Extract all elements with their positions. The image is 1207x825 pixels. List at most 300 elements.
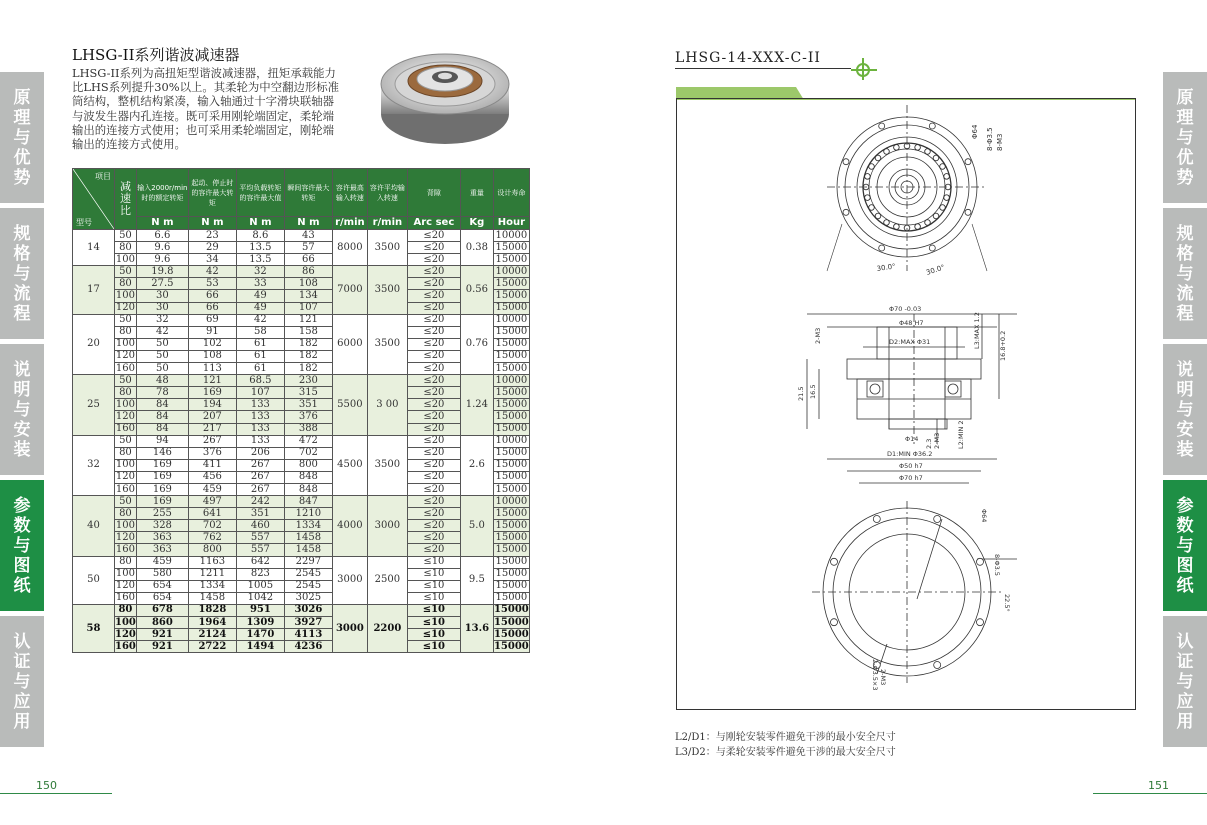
- start-stop-cell: 29: [188, 242, 236, 254]
- avg-load-cell: 133: [236, 423, 284, 435]
- unit-cell: Hour: [493, 217, 529, 230]
- backlash-cell: ≤20: [407, 423, 460, 435]
- side-d70: Φ70 -0.03: [889, 305, 922, 313]
- life-cell: 15000: [493, 556, 529, 568]
- start-stop-cell: 456: [188, 471, 236, 483]
- weight-cell: 2.6: [460, 435, 493, 495]
- model-group: [73, 230, 530, 266]
- life-cell: 10000: [493, 435, 529, 447]
- life-cell: 15000: [493, 508, 529, 520]
- intro-line: 输出的连接方式使用。: [72, 137, 186, 152]
- model-cell: 17: [73, 266, 115, 314]
- tab-principle[interactable]: 原理与优势: [0, 72, 44, 203]
- instant-cell: 158: [284, 326, 332, 338]
- model-group: [73, 266, 530, 314]
- bolt-hole: [934, 662, 941, 669]
- drawing-notes: [675, 730, 896, 760]
- rated-torque-cell: 654: [136, 592, 188, 604]
- table-row: [73, 266, 530, 278]
- ratio-cell: 100: [115, 338, 135, 350]
- intro-paragraph: [72, 66, 348, 151]
- rated-torque-cell: 580: [136, 568, 188, 580]
- right-page-number: 151: [1148, 779, 1169, 792]
- max-speed-cell: 4500: [332, 435, 367, 495]
- rated-torque-cell: 19.8: [136, 266, 188, 278]
- avg-load-cell: 642: [236, 556, 284, 568]
- tab-install-right[interactable]: 说明与安装: [1163, 344, 1207, 475]
- bolt-hole: [843, 209, 849, 215]
- rated-torque-cell: 169: [136, 471, 188, 483]
- left-section-tabs: [0, 72, 44, 752]
- start-stop-cell: 497: [188, 496, 236, 508]
- diag-top-label: 项目: [95, 172, 111, 181]
- avg-load-cell: 557: [236, 532, 284, 544]
- tab-principle-right[interactable]: 原理与优势: [1163, 72, 1207, 203]
- start-stop-cell: 121: [188, 375, 236, 387]
- avg-load-cell: 49: [236, 302, 284, 314]
- backlash-cell: ≤10: [407, 592, 460, 604]
- avg-load-cell: 61: [236, 338, 284, 350]
- ratio-cell: 100: [115, 459, 135, 471]
- avg-load-cell: 557: [236, 544, 284, 556]
- backlash-cell: ≤20: [407, 411, 460, 423]
- left-page-number: 150: [36, 779, 57, 792]
- avg-speed-cell: 3000: [367, 496, 407, 556]
- ratio-cell: 120: [115, 302, 135, 314]
- ratio-cell: 80: [115, 508, 137, 520]
- instant-cell: 182: [284, 338, 332, 350]
- start-stop-cell: 2124: [188, 629, 236, 641]
- bolt-hole: [929, 123, 935, 129]
- rated-torque-cell: 9.6: [136, 242, 188, 254]
- ratio-cell: 100: [115, 253, 135, 265]
- backlash-cell: ≤20: [407, 350, 460, 362]
- avg-speed-cell: 3500: [367, 266, 407, 314]
- instant-cell: 388: [284, 423, 332, 435]
- intro-line: 与波发生器内孔连接。既可采用刚轮端固定，柔轮端: [72, 108, 334, 123]
- top-holes-label-2: 8-M3: [996, 133, 1004, 151]
- bearing-ball: [940, 164, 946, 170]
- instant-cell: 4236: [284, 641, 332, 653]
- ratio-cell: 100: [115, 519, 135, 531]
- life-cell: 15000: [493, 459, 529, 471]
- bearing-ball: [944, 174, 950, 180]
- start-stop-cell: 411: [188, 459, 236, 471]
- max-speed-cell: 5500: [332, 375, 367, 435]
- side-l3: L3:MAX 1.2: [973, 312, 981, 349]
- bearing-ball: [894, 145, 900, 151]
- rated-torque-cell: 363: [136, 544, 188, 556]
- ratio-cell: 160: [115, 640, 136, 652]
- max-speed-cell: 3000: [332, 556, 367, 604]
- rated-torque-cell: 94: [136, 435, 188, 447]
- bearing-ball: [933, 155, 939, 161]
- tab-specs-right[interactable]: 规格与流程: [1163, 208, 1207, 339]
- rated-torque-cell: 27.5: [136, 278, 188, 290]
- spec-table: [72, 168, 530, 653]
- backlash-cell: ≤20: [407, 290, 460, 302]
- bot-m2: 2-M3: [879, 669, 887, 686]
- life-cell: 15000: [493, 363, 529, 375]
- side-total: 16.8+0.2: [999, 330, 1007, 361]
- rated-torque-cell: 84: [136, 399, 188, 411]
- ratio-cell: 160: [115, 592, 135, 604]
- backlash-cell: ≤20: [407, 483, 460, 495]
- life-cell: 15000: [493, 604, 529, 616]
- avg-load-cell: 68.5: [236, 375, 284, 387]
- avg-load-cell: 133: [236, 399, 284, 411]
- avg-speed-cell: 3500: [367, 435, 407, 495]
- unit-cell: N m: [188, 217, 236, 230]
- avg-load-cell: 13.5: [236, 254, 284, 266]
- ratio-cell: 100: [115, 568, 135, 580]
- right-footer-line: [1093, 793, 1207, 794]
- max-speed-cell: 7000: [332, 266, 367, 314]
- rated-torque-cell: 654: [136, 580, 188, 592]
- avg-load-cell: 1042: [236, 592, 284, 604]
- side-d2: D2:MAX Φ31: [889, 338, 931, 346]
- bolt-hole: [831, 558, 838, 565]
- ratio-cell: 120: [115, 410, 135, 422]
- bolt-hole: [934, 516, 941, 523]
- ratio-cell: 50: [115, 496, 137, 508]
- backlash-cell: ≤20: [407, 447, 460, 459]
- backlash-cell: ≤20: [407, 338, 460, 350]
- start-stop-cell: 108: [188, 350, 236, 362]
- model-group: [73, 314, 530, 374]
- rated-torque-cell: 30: [136, 302, 188, 314]
- instant-cell: 182: [284, 363, 332, 375]
- top-dim-label: Φ64: [971, 124, 979, 139]
- avg-load-cell: 1494: [236, 641, 284, 653]
- bolt-hole: [873, 516, 880, 523]
- start-stop-cell: 53: [188, 278, 236, 290]
- model-group: [73, 556, 530, 604]
- instant-cell: 134: [284, 290, 332, 302]
- instant-cell: 1334: [284, 520, 332, 532]
- drawing-frame: [676, 98, 1136, 710]
- ratio-cell: 120: [115, 471, 135, 483]
- start-stop-cell: 702: [188, 520, 236, 532]
- backlash-cell: ≤20: [407, 399, 460, 411]
- instant-cell: 702: [284, 447, 332, 459]
- start-stop-cell: 34: [188, 254, 236, 266]
- model-group: [73, 375, 530, 435]
- rated-torque-cell: 30: [136, 290, 188, 302]
- bolt-hole: [965, 159, 971, 165]
- top-angle-1: 30.0°: [876, 262, 897, 273]
- backlash-cell: ≤10: [407, 568, 460, 580]
- life-header: 设计寿命: [493, 169, 529, 217]
- avg-speed-cell: 2200: [367, 604, 407, 652]
- start-stop-cell: 376: [188, 447, 236, 459]
- avg-load-cell: 1470: [236, 629, 284, 641]
- backlash-cell: ≤20: [407, 230, 460, 242]
- ratio-cell: 120: [115, 350, 135, 362]
- target-icon: [851, 58, 877, 80]
- start-stop-cell: 267: [188, 435, 236, 447]
- ratio-cell: 120: [115, 628, 136, 640]
- backlash-cell: ≤20: [407, 254, 460, 266]
- instant-cell: 230: [284, 375, 332, 387]
- max-speed-cell: 3000: [332, 604, 367, 652]
- model-group: [73, 496, 530, 556]
- backlash-cell: ≤20: [407, 363, 460, 375]
- table-row: [73, 556, 530, 568]
- side-h1: 16.5: [809, 384, 817, 399]
- life-cell: 15000: [493, 278, 529, 290]
- right-section-tabs: [1163, 72, 1207, 752]
- rated-torque-cell: 921: [136, 641, 188, 653]
- rated-torque-cell: 146: [136, 447, 188, 459]
- unit-cell: Kg: [460, 217, 493, 230]
- bearing-ball: [884, 220, 890, 226]
- unit-cell: N m: [136, 217, 188, 230]
- backlash-cell: ≤20: [407, 326, 460, 338]
- rated-torque-cell: 84: [136, 411, 188, 423]
- avg-load-cell: 13.5: [236, 242, 284, 254]
- tab-certification-right[interactable]: 认证与应用: [1163, 616, 1207, 747]
- bearing-ball: [894, 224, 900, 230]
- life-cell: 15000: [493, 483, 529, 495]
- instant-cell: 182: [284, 350, 332, 362]
- side-small1: 2.3: [925, 438, 933, 449]
- bot-holes: 8-Φ3.5: [993, 554, 1001, 576]
- instant-cell: 315: [284, 387, 332, 399]
- bearing-ball: [925, 220, 931, 226]
- rated-torque-cell: 6.6: [136, 230, 188, 242]
- start-stop-cell: 66: [188, 290, 236, 302]
- life-cell: 15000: [493, 302, 529, 314]
- backlash-cell: ≤10: [407, 629, 460, 641]
- instant-cell: 1458: [284, 532, 332, 544]
- rated-torque-cell: 50: [136, 363, 188, 375]
- bolt-hole: [843, 159, 849, 165]
- backlash-cell: ≤10: [407, 580, 460, 592]
- start-stop-cell: 459: [188, 483, 236, 495]
- start-stop-cell: 23: [188, 230, 236, 242]
- instant-cell: 2297: [284, 556, 332, 568]
- life-cell: 15000: [493, 568, 529, 580]
- start-stop-cell: 1163: [188, 556, 236, 568]
- intro-line: 比LHS系列提升30%以上。其柔轮为中空翻边形标准: [72, 80, 340, 95]
- note-line: L3/D2：与柔轮安装零件避免干涉的最大安全尺寸: [675, 747, 896, 758]
- bot-dim: 22.5°: [1003, 594, 1011, 612]
- top-angle-2: 30.0°: [925, 263, 946, 277]
- avg-load-cell: 460: [236, 520, 284, 532]
- avg-load-cell: 107: [236, 387, 284, 399]
- bearing-ball: [925, 149, 931, 155]
- backlash-cell: ≤20: [407, 544, 460, 556]
- start-stop-cell: 1828: [188, 604, 236, 616]
- unit-cell: N m: [236, 217, 284, 230]
- life-cell: 15000: [493, 520, 529, 532]
- life-cell: 15000: [493, 532, 529, 544]
- rated-torque-cell: 84: [136, 423, 188, 435]
- intro-line: 筒结构，整机结构紧凑，输入轴通过十字滑块联轴器: [72, 94, 334, 109]
- avg-load-cell: 242: [236, 496, 284, 508]
- table-row: [73, 230, 530, 242]
- tab-specs[interactable]: 规格与流程: [0, 208, 44, 339]
- bearing-ball: [933, 213, 939, 219]
- tab-certification[interactable]: 认证与应用: [0, 616, 44, 747]
- life-cell: 15000: [493, 616, 529, 628]
- backlash-cell: ≤20: [407, 278, 460, 290]
- life-cell: 15000: [493, 338, 529, 350]
- bearing-ball: [865, 195, 871, 201]
- avg-load-cell: 133: [236, 411, 284, 423]
- top-holes-label: 8-Φ3.5: [986, 127, 994, 151]
- tab-parameters[interactable]: 参数与图纸: [0, 480, 44, 611]
- life-cell: 15000: [493, 592, 529, 604]
- life-cell: 15000: [493, 471, 529, 483]
- avg-load-header: 平均负载转矩的容许最大值: [236, 169, 284, 217]
- rated-torque-cell: 860: [136, 617, 188, 629]
- start-stop-cell: 2722: [188, 641, 236, 653]
- side-2m3: 2-M3: [814, 327, 822, 344]
- ratio-cell: 80: [115, 387, 137, 399]
- model-group: [73, 604, 530, 652]
- life-cell: 10000: [493, 230, 529, 242]
- instant-cell: 2545: [284, 580, 332, 592]
- tab-install[interactable]: 说明与安装: [0, 344, 44, 475]
- avg-load-cell: 133: [236, 435, 284, 447]
- rated-torque-cell: 169: [136, 483, 188, 495]
- instant-cell: 472: [284, 435, 332, 447]
- backlash-cell: ≤10: [407, 641, 460, 653]
- bearing-ball: [944, 195, 950, 201]
- ratio-cell: 160: [115, 362, 135, 374]
- instant-cell: 57: [284, 242, 332, 254]
- weight-cell: 0.56: [460, 266, 493, 314]
- ratio-cell: 50: [115, 435, 137, 447]
- instant-cell: 108: [284, 278, 332, 290]
- bolt-hole: [879, 245, 885, 251]
- ratio-cell: 120: [115, 531, 135, 543]
- side-d1: D1:MIN Φ36.2: [887, 450, 933, 458]
- instant-cell: 107: [284, 302, 332, 314]
- weight-cell: 5.0: [460, 496, 493, 556]
- backlash-cell: ≤20: [407, 459, 460, 471]
- avg-load-cell: 42: [236, 314, 284, 326]
- max-speed-cell: 4000: [332, 496, 367, 556]
- rated-torque-cell: 169: [136, 496, 188, 508]
- max-speed-cell: 6000: [332, 314, 367, 374]
- bolt-hole: [977, 558, 984, 565]
- tab-parameters-right[interactable]: 参数与图纸: [1163, 480, 1207, 611]
- weight-cell: 0.76: [460, 314, 493, 374]
- rated-torque-cell: 32: [136, 314, 188, 326]
- diagonal-header-cell: [73, 169, 115, 230]
- unit-cell: N m: [284, 217, 332, 230]
- life-cell: 10000: [493, 314, 529, 326]
- instant-cell: 848: [284, 483, 332, 495]
- bolt-hole: [831, 619, 838, 626]
- left-footer-line: [0, 793, 112, 794]
- life-cell: 15000: [493, 423, 529, 435]
- reducer-photo: [378, 44, 512, 152]
- avg-speed-cell: 3500: [367, 230, 407, 266]
- backlash-cell: ≤20: [407, 314, 460, 326]
- unit-cell: r/min: [332, 217, 367, 230]
- life-cell: 15000: [493, 399, 529, 411]
- side-d48: Φ48 H7: [899, 319, 924, 327]
- side-d70b: Φ70 h7: [899, 474, 923, 482]
- intro-line: LHSG-II系列为高扭矩型谐波减速器，扭矩承载能力: [72, 66, 336, 80]
- start-stop-cell: 217: [188, 423, 236, 435]
- start-stop-cell: 66: [188, 302, 236, 314]
- backlash-cell: ≤20: [407, 471, 460, 483]
- ratio-cell: 160: [115, 483, 135, 495]
- bolt-hole: [929, 245, 935, 251]
- diag-bottom-label: 型号: [76, 218, 92, 227]
- side-d14: Φ14: [905, 435, 919, 443]
- table-row: [73, 496, 530, 508]
- rated-torque-cell: 328: [136, 520, 188, 532]
- rated-torque-cell: 48: [136, 375, 188, 387]
- table-row: [73, 375, 530, 387]
- ratio-cell: 100: [115, 398, 135, 410]
- rated-torque-cell: 50: [136, 338, 188, 350]
- avg-load-cell: 206: [236, 447, 284, 459]
- rated-torque-cell: 255: [136, 508, 188, 520]
- model-cell: 20: [73, 314, 115, 374]
- start-stop-cell: 91: [188, 326, 236, 338]
- life-cell: 15000: [493, 447, 529, 459]
- avg-load-cell: 8.6: [236, 230, 284, 242]
- start-stop-cell: 1211: [188, 568, 236, 580]
- rated-torque-header: 输入2000r/min时的额定转矩: [136, 169, 188, 217]
- bot-m: 2-Φ3.5×3: [871, 659, 879, 691]
- weight-cell: 13.6: [460, 604, 493, 652]
- weight-cell: 0.38: [460, 230, 493, 266]
- avg-load-cell: 351: [236, 508, 284, 520]
- instant-cell: 848: [284, 471, 332, 483]
- avg-speed-cell: 3500: [367, 314, 407, 374]
- title-underline: [675, 68, 851, 69]
- life-cell: 10000: [493, 496, 529, 508]
- instant-cell: 3927: [284, 617, 332, 629]
- start-stop-header: 起动、停止时的容许最大转矩: [188, 169, 236, 217]
- instant-cell: 2545: [284, 568, 332, 580]
- avg-speed-header: 容许平均输入转速: [367, 169, 407, 217]
- model-cell: 25: [73, 375, 115, 435]
- note-line: L2/D1：与刚轮安装零件避免干涉的最小安全尺寸: [675, 732, 896, 743]
- bearing-ball: [915, 224, 921, 230]
- max-speed-cell: 8000: [332, 230, 367, 266]
- backlash-header: 背隙: [407, 169, 460, 217]
- model-cell: 58: [73, 604, 115, 652]
- model-cell: 40: [73, 496, 115, 556]
- avg-load-cell: 267: [236, 471, 284, 483]
- table-row: [73, 604, 530, 616]
- avg-speed-cell: 2500: [367, 556, 407, 604]
- technical-drawing: [677, 99, 1135, 709]
- page-title: LHSG-II系列谐波减速器: [72, 46, 240, 64]
- ratio-cell: 80: [115, 604, 137, 616]
- instant-header: 瞬间容许最大转矩: [284, 169, 332, 217]
- start-stop-cell: 194: [188, 399, 236, 411]
- life-cell: 15000: [493, 290, 529, 302]
- start-stop-cell: 1964: [188, 617, 236, 629]
- backlash-cell: ≤20: [407, 508, 460, 520]
- life-cell: 10000: [493, 375, 529, 387]
- rated-torque-cell: 678: [136, 604, 188, 616]
- ratio-cell: 50: [115, 314, 137, 326]
- backlash-cell: ≤20: [407, 496, 460, 508]
- rated-torque-cell: 42: [136, 326, 188, 338]
- instant-cell: 376: [284, 411, 332, 423]
